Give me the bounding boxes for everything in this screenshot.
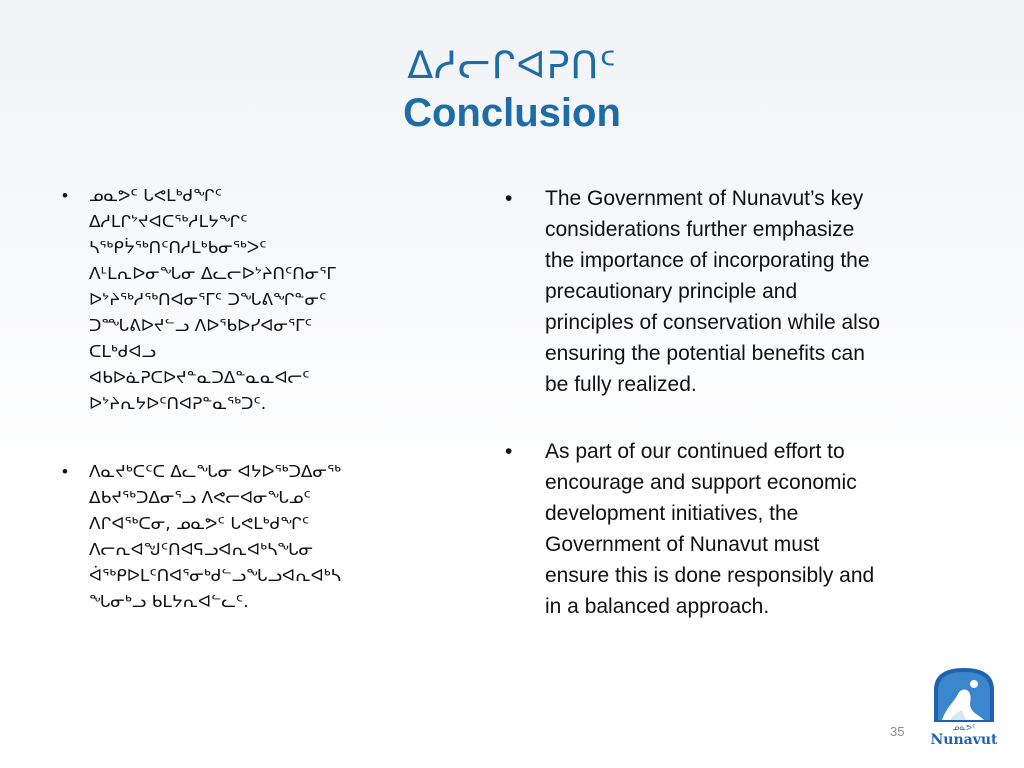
bullet-line: precautionary principle and	[545, 280, 798, 303]
slide-title	[0, 42, 1024, 138]
bullet-item	[62, 183, 502, 417]
bullet-line: ᐱᓇᔪᒃᑕᑦᑕ ᐃᓚᖓᓂ ᐊᔭᐅᖅᑐᐃᓂᖅ	[89, 462, 342, 482]
bullet-line: principles of conservation while also	[545, 311, 881, 334]
bullet-dot: •	[505, 440, 513, 463]
bullet-line: ᐅᔾᔨᖅᓱᖅᑎᐊᓂᕐᒥᑦ ᑐᖓᕕᖏᓐᓂᑦ	[89, 290, 327, 310]
logo-syllabic: ᓄᓇᕗᑦ	[952, 723, 976, 732]
bullet-line: The Government of Nunavut’s key	[545, 187, 864, 210]
bullet-line: ᐊᑲᐅᓈᕈᑕᐅᔪᓐᓇᑐᐃᓐᓇᓇᐊᓕᑦ	[89, 368, 310, 388]
bullet-line: ᐋᖅᑭᐅᒪᑦᑎᐊᕐᓂᒃᑯᓪᓗᖓᓗᐊᕆᐊᒃᓴ	[89, 566, 341, 586]
bullet-item	[505, 183, 965, 400]
bullet-line: the importance of incorporating the	[545, 249, 870, 272]
bullet-line: ᑕᒪᒃᑯᐊᓗ	[89, 342, 157, 362]
bullet-line: ᐱᒻᒪᕆᐅᓂᖓᓂ ᐃᓚᓕᐅᔾᔨᑎᑦᑎᓂᕐᒥ	[89, 264, 336, 284]
bullet-dot: •	[62, 462, 68, 481]
logo-wordmark: Nunavut	[930, 732, 998, 748]
bullet-line: ᓴᖅᑭᔮᖅᑎᑦᑎᓱᒪᒃᑲᓂᖅᐳᑦ	[89, 238, 267, 258]
bullet-line: ᐱᒋᐊᖅᑕᓂ, ᓄᓇᕗᑦ ᒐᕙᒪᒃᑯᖏᑦ	[89, 514, 310, 534]
bullet-line: ensure this is done responsibly and	[545, 564, 875, 587]
bullet-line: in a balanced approach.	[545, 595, 770, 618]
right-column-english	[505, 183, 965, 658]
title-english: Conclusion	[403, 91, 621, 135]
bullet-line: development initiatives, the	[545, 502, 799, 525]
bullet-item	[505, 436, 965, 622]
bullet-line: considerations further emphasize	[545, 218, 855, 241]
nunavut-logo-icon	[928, 664, 1000, 748]
bullet-line: be fully realized.	[545, 373, 697, 396]
nunavut-logo	[928, 664, 1000, 748]
bullet-line: ensuring the potential benefits can	[545, 342, 865, 365]
bullet-line: ᓄᓇᕗᑦ ᒐᕙᒪᒃᑯᖏᑦ	[89, 186, 222, 206]
page-number: 35	[890, 724, 905, 739]
bullet-dot: •	[62, 186, 68, 205]
bullet-item	[62, 459, 502, 615]
bullet-dot: •	[505, 187, 513, 210]
bullet-line: ᐅᔾᔨᕆᔭᐅᑦᑎᐊᕈᓐᓇᖅᑐᑦ.	[89, 394, 267, 414]
bullet-line: encourage and support economic	[545, 471, 857, 494]
bullet-line: ᐃᓱᒪᒋᔾᔪᐊᑕᖅᓱᒪᔭᖏᑦ	[89, 212, 248, 232]
bullet-line: ᐱᓕᕆᐊᖑᑦᑎᐊᕋᓗᐊᕆᐊᒃᓴᖓᓂ	[89, 540, 314, 560]
title-syllabic: ᐃᓱᓕᒋᐊᕈᑎᑦ	[407, 43, 617, 87]
left-column-syllabic	[62, 183, 502, 657]
bullet-line: ᑐᙵᕕᐅᔪᓪᓗ ᐱᐅᖃᐅᓯᐊᓂᕐᒥᑦ	[89, 316, 312, 336]
bullet-line: As part of our continued effort to	[545, 440, 845, 463]
bullet-line: ᐃᑲᔪᖅᑐᐃᓂᕐᓗ ᐱᕙᓕᐊᓂᖓᓄᑦ	[89, 488, 311, 508]
bullet-line: Government of Nunavut must	[545, 533, 820, 556]
bullet-line: ᖓᓂᒃᓗ ᑲᒪᔭᕆᐊᓪᓚᑦ.	[89, 592, 249, 612]
